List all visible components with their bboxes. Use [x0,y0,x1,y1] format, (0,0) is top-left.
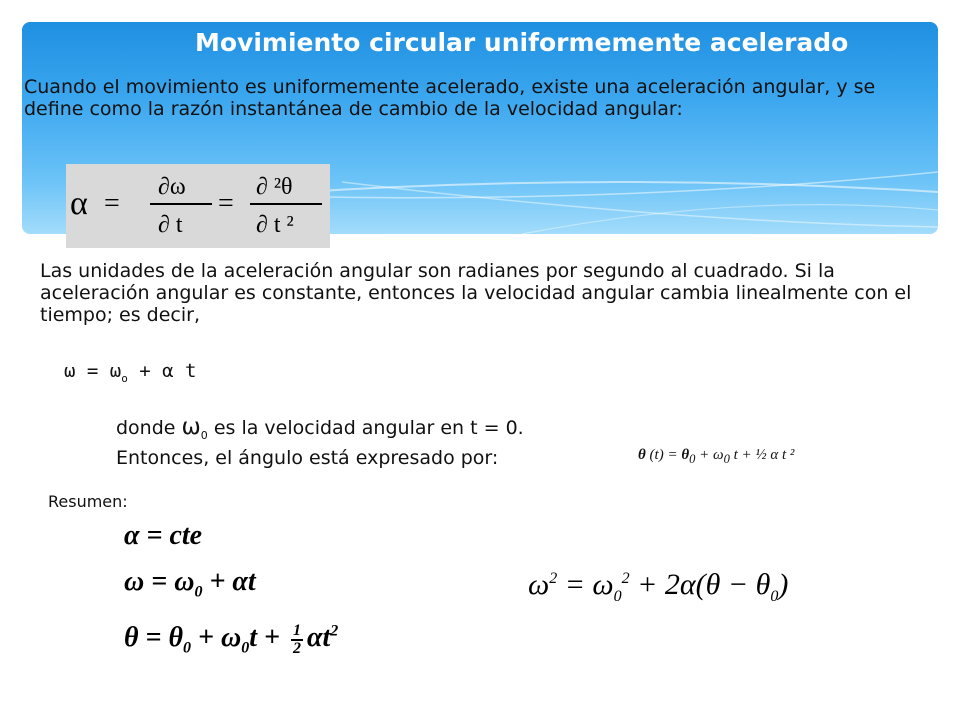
equals-1: = [104,188,120,219]
alpha-symbol: α [70,185,88,222]
slide-title: Movimiento circular uniformemente acelerado [195,28,849,57]
donde-paragraph [116,416,636,469]
d-t: ∂ t [158,212,183,238]
d2-theta: ∂ ²θ [256,174,293,200]
fraction-half: $\frac{1}{2}$ [292,621,301,657]
angular-acceleration-definition [66,164,330,248]
theta-formula: θ $(t) = \theta_0 + \omega_0$ t + ½ α t ² [638,447,795,466]
omega-lhs: ω [64,360,76,382]
omega-rhs: + α t [127,360,197,382]
omega-sub: o [121,371,128,385]
summary-equation-alpha: α = cte [124,520,203,551]
donde-line-1: donde $\omega_0$ es la velocidad angular en t = 0. [116,414,524,442]
donde-line-2: Entonces, el ángulo está expresado por: [116,446,499,469]
equals-2: = [218,188,234,219]
resumen-label: Resumen: [48,492,128,511]
units-paragraph: Las unidades de la aceleración angular son radianes por segundo al cuadrado. Si la aceleración angular es constante, entonces la velocidad angular cambia linealmente con el tiempo; es decir, [40,260,912,326]
d-omega: ∂ω [158,174,186,200]
intro-paragraph: Cuando el movimiento es uniformemente acelerado, existe una aceleración angular, y se define como la razón instantánea de cambio de la velocidad angular: [24,76,876,120]
summary-equation-omega: $\omega = \omega_0 + \alpha t$ [124,566,256,601]
d-t2: ∂ t ² [256,212,294,238]
summary-equation-omega-squared: $\omega^2 = \omega_0^2 + 2\alpha(\theta - \theta_0)$ [528,568,789,605]
summary-equation-theta: $\theta = \theta_0 + \omega_0t$ + $\frac{1}{2}$ $\alpha t^2$ [124,621,339,657]
omega-formula [64,360,196,385]
omega-mid: = ω [75,360,122,382]
